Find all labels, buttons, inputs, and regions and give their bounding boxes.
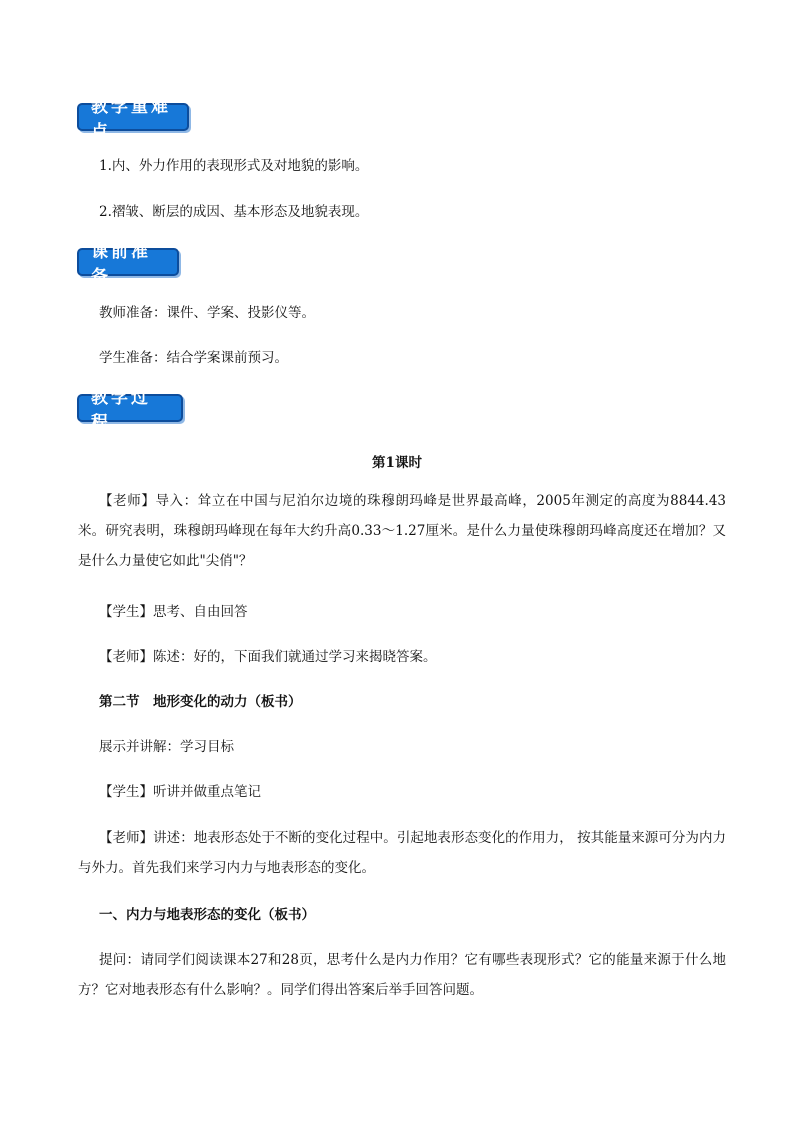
section-heading-chapter: 第二节 地形变化的动力（板书） bbox=[99, 694, 302, 710]
difficulty-item-1: 1.内、外力作用的表现形式及对地貌的影响。 bbox=[99, 158, 369, 174]
paragraph-intro: 【老师】导入：耸立在中国与尼泊尔边境的珠穆朗玛峰是世界最高峰，2005年测定的高度为8844.43米。研究表明，珠穆朗玛峰现在每年大约升高0.33～1.27厘米。是什么力量使珠穆朗玛峰高度还在增加？又是什么力量使它如此"尖俏"？ bbox=[78, 493, 726, 569]
teacher-preparation: 教师准备：课件、学案、投影仪等。 bbox=[99, 305, 315, 321]
section-badge-difficulties: 教学重难点 bbox=[77, 103, 189, 131]
paragraph-teacher-explain: 【老师】讲述：地表形态处于不断的变化过程中。引起地表形态变化的作用力， 按其能量来源可分为内力与外力。首先我们来学习内力与地表形态的变化。 bbox=[78, 830, 726, 876]
section-badge-preparation: 课前准备 bbox=[77, 248, 179, 276]
section-heading-internal-force: 一、内力与地表形态的变化（板书） bbox=[99, 907, 315, 923]
paragraph-student-think: 【学生】思考、自由回答 bbox=[99, 604, 248, 620]
paragraph-question: 提问：请同学们阅读课本27和28页，思考什么是内力作用？它有哪些表现形式？它的能量来源于什么地方？它对地表形态有什么影响？。同学们得出答案后举手回答问题。 bbox=[78, 952, 726, 998]
difficulty-item-2: 2.褶皱、断层的成因、基本形态及地貌表现。 bbox=[99, 204, 369, 220]
paragraph-teacher-state: 【老师】陈述：好的，下面我们就通过学习来揭晓答案。 bbox=[99, 649, 437, 665]
student-preparation: 学生准备：结合学案课前预习。 bbox=[99, 350, 288, 366]
section-badge-process: 教学过程 bbox=[77, 394, 183, 422]
paragraph-student-notes: 【学生】听讲并做重点笔记 bbox=[99, 784, 261, 800]
lesson-title: 第1课时 bbox=[372, 455, 422, 471]
paragraph-objectives: 展示并讲解：学习目标 bbox=[99, 739, 234, 755]
